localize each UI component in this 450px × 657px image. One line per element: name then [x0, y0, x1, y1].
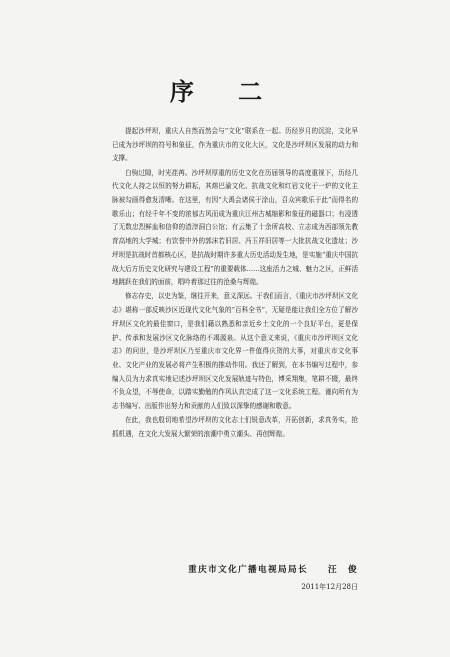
preface-body [112, 125, 358, 442]
paragraph: 修志存史，以史为鉴，继往开来，意义深远。于我们而言，《重庆市沙坪坝区文化志》堪称一部反映沙区近现代文化气象的“百科全书”，无疑是能让我们全方位了解沙坪坝区文化的最佳窗口，是我们藉以熟悉和亲近乡土文化的一个良好平台，更是保护、传承和发展沙区文化脉络的不竭源泉。从这个意义来说，《重庆市沙坪坝区文化志》的问世，是沙坪坝区乃至重庆市文化界一件值得庆贺的大事，对重庆市文化事业、文化产业的发展必将产生积极的推动作用。我还了解到，在本书编写过程中，参编人员为力求真实地记述沙坪坝区文化发展轨迹与特色，博采翔集，笔耕不辍，最终不负众望，不辱使命，以踏实勤勉的作风认真完成了这一文化系统工程。谨向所有为志书编写、出版作出努力和贡献的人们致以深挚的感谢和敬意。 [112, 292, 358, 411]
signature: 重庆市文化广播电视局局长 汪 俊 [188, 565, 358, 575]
date: 2011年12月28日 [301, 583, 358, 591]
paragraph: 提起沙坪坝，重庆人自然而然会与“文化”联系在一起。历经岁月的沉淀，文化早已成为沙坪坝的符号和象征，作为重庆市的文化大区，文化是沙坪坝区发展的动力和支撑。 [112, 127, 358, 163]
page-title: 序 二 [169, 77, 281, 106]
paragraph: 在此，我也殷切地希望沙坪坝的文化志士们锐意改革，开拓创新，求真务实，抢抓机遇，在文化大发展大繁荣的浪潮中勇立潮头、再创辉煌。 [112, 416, 358, 438]
paragraph: 白驹过隙，时光荏苒。沙坪坝厚重的历史文化在历届领导的高度重视下，历经几代文化人持之以恒的努力耕耘，其熔巴渝文化、抗战文化和红岩文化于一炉的文化主脉被勾画得愈发清晰。在这里，有因“大禹会诸侯于涂山，召众宾歌乐于此”而得名的歌乐山；有经千年不变的浓郁古风而成为重庆江州古城缩影和象征的磁器口；有浸透了无数忠烈鲜血和信仰的渣滓洞白公馆；有云集了十余所高校、立志成为西部领先教育高地的大学城；有饮誉中外的郭沫若旧居、冯玉祥旧居等一大批抗战文化遗址；沙坪坝是抗战时首都核心区，是抗战时期许多重大历史活动发生地，是实施“重庆中国抗战大后方历史文化研究与建设工程”的重要载体……这座活力之城、魅力之区，正鲜活地跳跃在我们的面前，唱吟着那过往的沧桑与辉煌。 [112, 168, 358, 287]
